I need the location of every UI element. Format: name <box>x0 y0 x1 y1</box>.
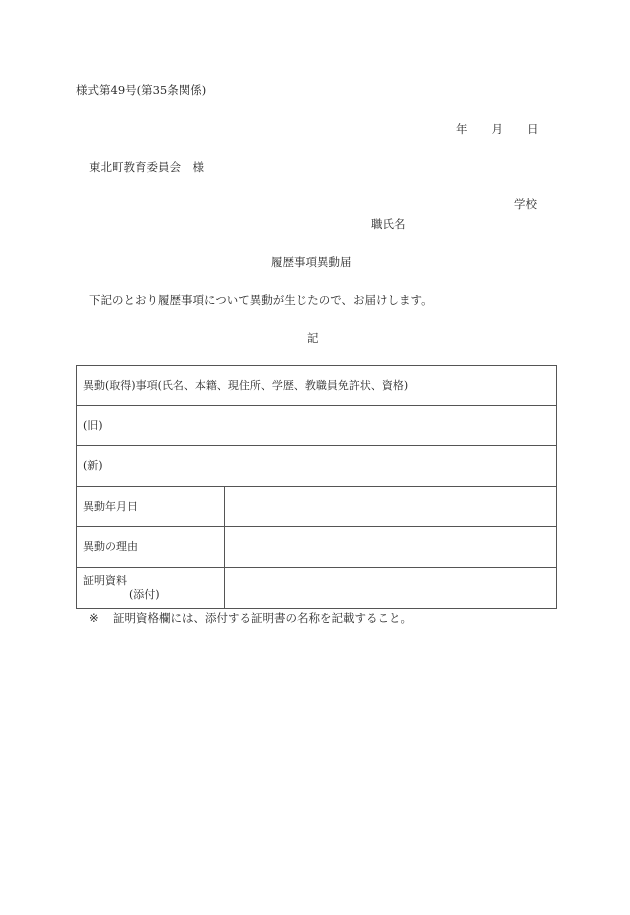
date-day-label: 日 <box>527 122 539 136</box>
position-name-label: 職氏名 <box>371 217 406 231</box>
certificate-label: 証明資料 <box>83 574 127 587</box>
change-items-cell: 異動(取得)事項(氏名、本籍、現住所、学歴、教職員免許状、資格) <box>77 366 557 406</box>
note-mark: ※ <box>89 611 99 625</box>
date-line <box>456 122 539 136</box>
certificate-sublabel: (添付) <box>129 588 160 601</box>
table-row-change-reason <box>77 527 557 568</box>
table-row-certificate <box>77 568 557 609</box>
form-number: 様式第49号(第35条関係) <box>76 83 207 97</box>
change-form-table <box>76 365 557 609</box>
ki-heading: 記 <box>307 331 319 345</box>
footnote <box>89 611 412 625</box>
date-year-label: 年 <box>456 122 468 136</box>
certificate-value[interactable] <box>225 568 557 609</box>
table-row-new <box>77 446 557 487</box>
change-reason-value[interactable] <box>225 527 557 568</box>
new-value-cell[interactable]: (新) <box>77 446 557 487</box>
table-row-change-items <box>77 366 557 406</box>
addressee: 東北町教育委員会 様 <box>89 160 204 174</box>
old-value-cell[interactable]: (旧) <box>77 406 557 446</box>
note-text: 証明資格欄には、添付する証明書の名称を記載すること。 <box>113 611 412 625</box>
change-reason-label: 異動の理由 <box>77 527 225 568</box>
change-date-label: 異動年月日 <box>77 487 225 527</box>
date-month-label: 月 <box>491 122 503 136</box>
school-label: 学校 <box>514 197 537 211</box>
document-title: 履歴事項異動届 <box>271 255 352 269</box>
table-row-old <box>77 406 557 446</box>
change-date-value[interactable] <box>225 487 557 527</box>
certificate-label-cell <box>77 568 225 609</box>
table-row-change-date <box>77 487 557 527</box>
intro-text: 下記のとおり履歴事項について異動が生じたので、お届けします。 <box>89 293 433 307</box>
